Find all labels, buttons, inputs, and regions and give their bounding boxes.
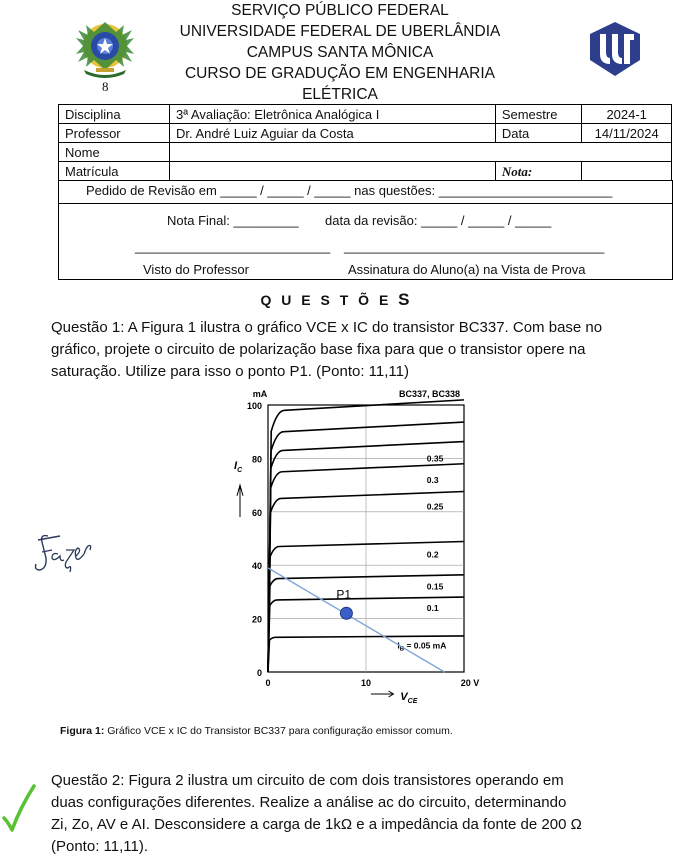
x-tick-label: 0 [265,678,271,688]
curve-label: 0.25 [426,501,444,512]
questions-title [0,290,673,310]
figure-caption-text: Gráfico VCE x IC do Transistor BC337 para configuração emissor comum. [104,725,453,737]
professor-value: Dr. André Luiz Aguiar da Costa [169,124,495,143]
curve-label: 0.15 [426,581,444,592]
question-2 [51,770,665,858]
header-line-1: SERVIÇO PÚBLICO FEDERAL [231,2,449,19]
question-2-line: Zi, Zo, AV e AI. Desconsidere a carga de 1kΩ e a impedância da fonte de 200 Ω [51,816,582,833]
question-1 [51,317,665,383]
p1-label: P1 [336,587,352,602]
y-unit-label: mA [252,389,268,399]
y-tick-label: 100 [246,401,262,411]
table-row [59,124,672,143]
curve-label: 0.35 [426,453,444,464]
chart-title: BC337, BC338 [398,389,460,399]
header-line-4: CURSO DE GRADUÇÃO EM ENGENHARIA [184,65,496,82]
x-tick-label: 20 V [460,678,480,688]
exam-info-table [58,104,672,181]
disciplina-label: Disciplina [59,105,170,124]
student-signature-label: Assinatura do Aluno(a) na Vista de Prova [348,262,586,277]
question-1-line: saturação. Utilize para isso o ponto P1. (Ponto: 11,11) [51,363,409,380]
nota-field[interactable] [582,162,672,181]
y-axis-label: $I_C$ [234,460,243,475]
signature-line-professor: ___________________________ [135,239,331,254]
y-tick-label: 20 [251,614,262,625]
ufu-logo [586,20,644,78]
question-1-line: gráfico, projete o circuito de polarização base fixa para que o transistor opere na [51,341,586,358]
brazil-coat-of-arms-logo [74,16,136,82]
question-2-line: (Ponto: 11,11). [51,838,149,855]
question-1-line: Questão 1: A Figura 1 ilustra o gráfico VCE x IC do transistor BC337. Com base no [51,319,603,336]
curve-label: $_B$ = 0.05 mA [399,640,447,653]
matricula-label: Matrícula [59,162,170,181]
header-line-3: CAMPUS SANTA MÔNICA [246,44,434,61]
institution-header [150,0,530,105]
handwritten-fazer-annotation [30,528,96,578]
y-tick-label: 40 [251,561,262,572]
questions-title-main: Q U E S T Õ E [260,292,399,308]
data-label: Data [495,124,582,143]
load-line [268,568,447,672]
y-axis-arrow [237,485,243,517]
x-axis-label: $V_{CE}$ [400,691,418,704]
y-tick-label: 0 [256,668,262,678]
question-2-line: Questão 2: Figura 2 ilustra um circuito de com dois transistores operando em [51,772,564,789]
table-row [59,162,672,181]
page-number: 8 [102,79,109,94]
questions-title-last: S [398,290,413,309]
curve-label: 0.1 [426,602,439,613]
table-row [59,105,672,124]
table-row [59,143,672,162]
header-line-2: UNIVERSIDADE FEDERAL DE UBERLÂNDIA [179,23,501,40]
question-2-line: duas configurações diferentes. Realize a análise ac do circuito, determinando [51,794,567,811]
final-grade-line: Nota Final: _________ [167,213,299,228]
semestre-value: 2024-1 [582,105,672,124]
data-value: 14/11/2024 [582,124,672,143]
green-checkmark-icon [2,782,36,834]
professor-signature-label: Visto do Professor [143,262,249,277]
figure-caption [60,725,453,737]
signature-line-student: ____________________________________ [344,239,605,254]
bc337-characteristic-chart [232,384,486,704]
review-date-line: data da revisão: _____ / _____ / _____ [325,213,552,228]
header-line-5: ELÉTRICA [302,86,378,103]
y-tick-label: 60 [251,507,262,518]
disciplina-value: 3ª Avaliação: Eletrônica Analógica I [169,105,495,124]
x-axis-arrow [371,691,394,697]
nome-field[interactable] [169,143,671,162]
review-request-line: Pedido de Revisão em _____ / _____ / _____ nas questões: ________________________ [86,183,613,198]
professor-label: Professor [59,124,170,143]
y-tick-label: 80 [251,454,262,465]
semestre-label: Semestre [495,105,582,124]
x-tick-label: 10 [360,678,372,688]
curve-label: 0.3 [426,474,439,485]
divider [58,203,672,204]
nota-label: Nota: [495,162,582,181]
p1-point [340,607,352,619]
matricula-field[interactable] [169,162,495,181]
curve-label: 0.2 [426,549,439,560]
nome-label: Nome [59,143,170,162]
figure-caption-label: Figura 1: [60,725,105,737]
